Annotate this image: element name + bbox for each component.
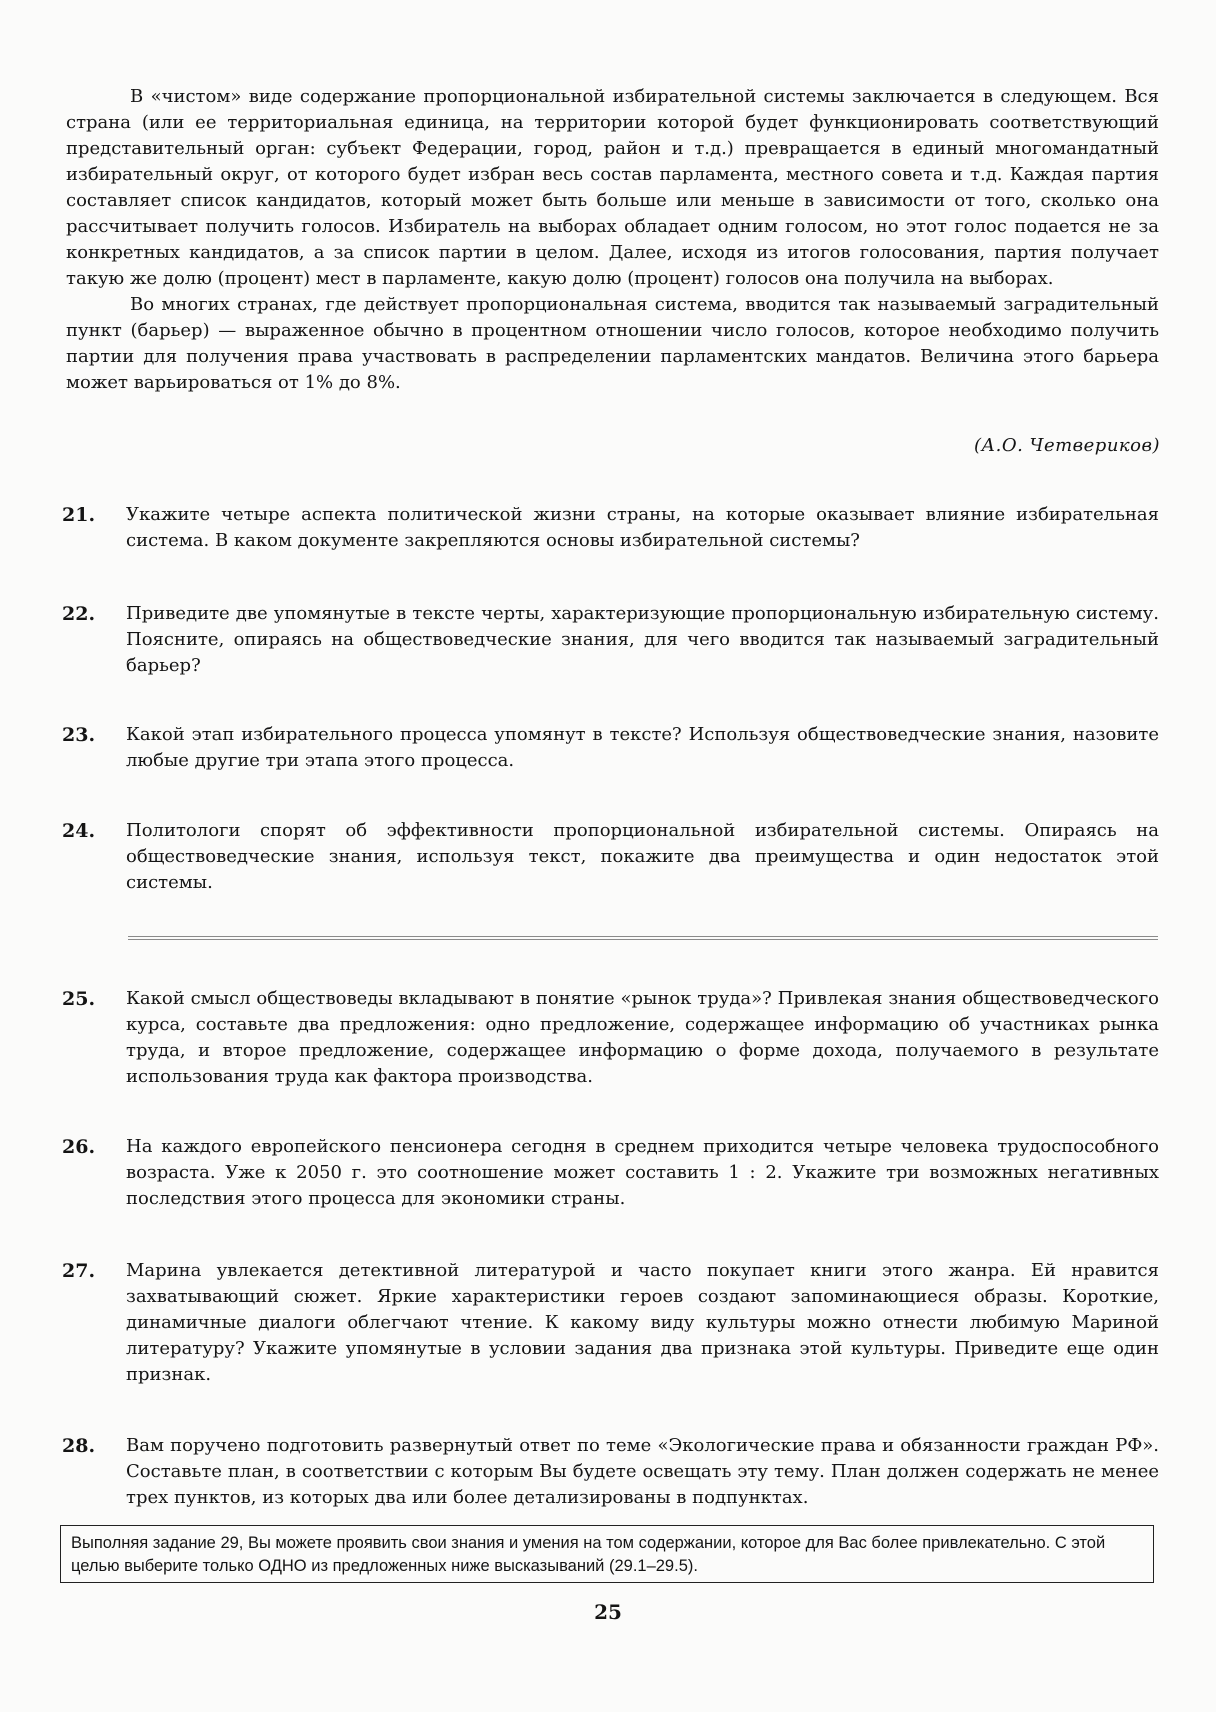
section-divider: [128, 936, 1158, 940]
page-number: 25: [594, 1600, 622, 1624]
task-number: 27.: [62, 1260, 96, 1282]
task-27: [62, 1258, 1159, 1388]
task-number: 28.: [62, 1435, 96, 1457]
task-text: Вам поручено подготовить развернутый ответ по теме «Экологические права и обязанности граждан РФ». Составьте план, в соответствии с которым Вы будете освещать эту тему. План должен содержать не менее трех пунктов, из которых два или более детализированы в подпунктах.: [126, 1435, 1159, 1508]
task-number: 22.: [62, 603, 96, 625]
task-24: [62, 818, 1159, 896]
source-paragraph-1: В «чистом» виде содержание пропорциональной избирательной системы заключается в следующем. Вся страна (или ее территориальная единица, на территории которой будет функционировать соответствующий представительный орган: субъект Федерации, город, район и т.д.) превращается в единый многомандатный избирательный округ, от которого будет избран весь состав парламента, местного совета и т.д. Каждая партия составляет список кандидатов, который может быть больше или меньше в зависимости от того, сколько она рассчитывает получить голосов. Избиратель на выборах обладает одним голосом, но этот голос подается не за конкретных кандидатов, а за список партии в целом. Далее, исходя из итогов голосования, партия получает такую же долю (процент) мест в парламенте, какую долю (процент) голосов она получила на выборах.: [66, 86, 1159, 289]
source-paragraph-2: Во многих странах, где действует пропорциональная система, вводится так называемый заградительный пункт (барьер) — выраженное обычно в процентном отношении число голосов, которое необходимо получить партии для получения права участвовать в распределении парламентских мандатов. Величина этого барьера может варьироваться от 1% до 8%.: [66, 294, 1159, 393]
task-text: На каждого европейского пенсионера сегодня в среднем приходится четыре человека трудоспособного возраста. Уже к 2050 г. это соотношение может составить 1 : 2. Укажите три возможных негативных последствия этого процесса для экономики страны.: [126, 1136, 1159, 1209]
source-author: (А.О. Четвериков): [973, 435, 1160, 456]
task-text: Какой этап избирательного процесса упомянут в тексте? Используя обществоведческие знания, назовите любые другие три этапа этого процесса.: [126, 724, 1159, 771]
task-23: [62, 722, 1159, 774]
task-text: Какой смысл обществоведы вкладывают в понятие «рынок труда»? Привлекая знания обществоведческого курса, составьте два предложения: одно предложение, содержащее информацию об участниках рынка труда, и второе предложение, содержащее информацию о форме дохода, получаемого в результате использования труда как фактора производства.: [126, 988, 1159, 1087]
task-text: Укажите четыре аспекта политической жизни страны, на которые оказывает влияние избирательная система. В каком документе закрепляются основы избирательной системы?: [126, 504, 1159, 551]
task-number: 24.: [62, 820, 96, 842]
task-25: [62, 986, 1159, 1090]
task-number: 25.: [62, 988, 96, 1010]
task-number: 23.: [62, 724, 96, 746]
task-29-note: Выполняя задание 29, Вы можете проявить свои знания и умения на том содержании, которое для Вас более привлекательно. С этой целью выберите только ОДНО из предложенных ниже высказываний (29.1–29.5).: [60, 1525, 1154, 1583]
source-text: [66, 84, 1159, 396]
task-22: [62, 601, 1159, 679]
task-text: Марина увлекается детективной литературой и часто покупает книги этого жанра. Ей нравится захватывающий сюжет. Яркие характеристики героев создают запоминающиеся образы. Короткие, динамичные диалоги облегчают чтение. К какому виду культуры можно отнести любимую Мариной литературу? Укажите упомянутые в условии задания два признака этой культуры. Приведите еще один признак.: [126, 1260, 1159, 1385]
task-number: 26.: [62, 1136, 96, 1158]
task-text: Политологи спорят об эффективности пропорциональной избирательной системы. Опираясь на обществоведческие знания, используя текст, покажите два преимущества и один недостаток этой системы.: [126, 820, 1159, 893]
task-number: 21.: [62, 504, 96, 526]
task-21: [62, 502, 1159, 554]
task-26: [62, 1134, 1159, 1212]
task-28: [62, 1433, 1159, 1511]
task-text: Приведите две упомянутые в тексте черты, характеризующие пропорциональную избирательную систему. Поясните, опираясь на обществоведческие знания, для чего вводится так называемый заградительный барьер?: [126, 603, 1159, 676]
